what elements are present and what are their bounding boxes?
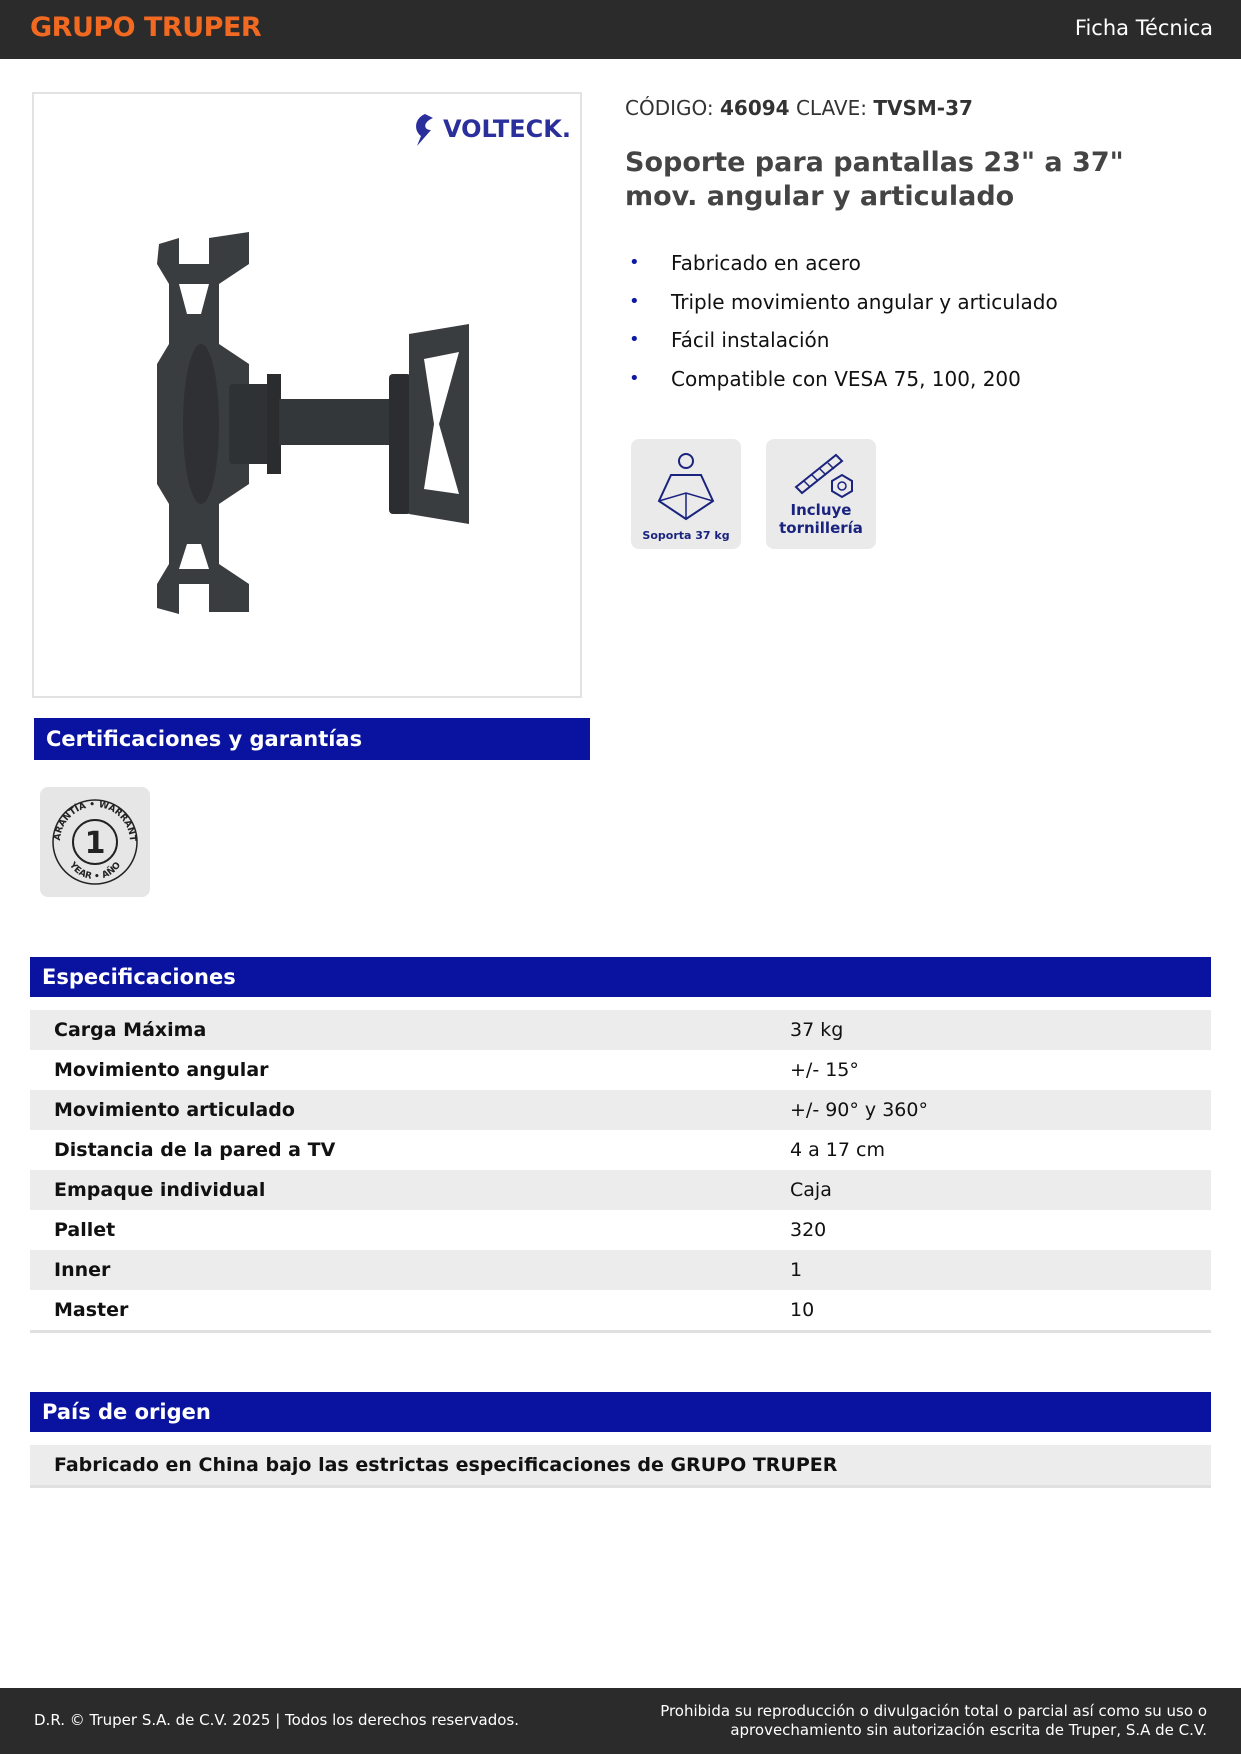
wall-mount-bracket-image: [139, 224, 519, 624]
product-key: TVSM-37: [873, 96, 973, 120]
bullet-icon: •: [629, 252, 640, 273]
bullet-icon: •: [629, 290, 640, 312]
footer: [0, 1688, 1241, 1754]
key-label: CLAVE:: [795, 96, 867, 120]
origin-heading: País de origen: [30, 1392, 1211, 1432]
volteck-logo: [411, 108, 571, 148]
product-code-line: [625, 96, 973, 120]
badge-label: Soporta 37 kg: [642, 529, 730, 542]
svg-text:1: 1: [84, 826, 106, 861]
includes-hardware-badge: [766, 439, 876, 549]
brand-logo: GRUPO TRUPER: [30, 12, 262, 43]
certifications-heading: Certificaciones y garantías: [34, 718, 590, 760]
table-row: Empaque individual Caja: [30, 1170, 1211, 1210]
document-type: Ficha Técnica: [1074, 16, 1213, 40]
origin-text: Fabricado en China bajo las estrictas especificaciones de GRUPO TRUPER: [30, 1445, 1211, 1488]
svg-text:GARANTÍA • WARRANTY: ARANTÍA • WARRANT: [52, 799, 138, 842]
table-row: Inner 1: [30, 1250, 1211, 1290]
header-bar: [0, 0, 1241, 59]
product-code: 46094: [720, 96, 790, 120]
feature-item: • Fácil instalación: [625, 324, 1058, 363]
table-row: Movimiento angular +/- 15°: [54, 1059, 859, 1081]
svg-text:YEAR • AÑO: YEAR • AÑO: [67, 860, 124, 883]
svg-text:VOLTECK.: VOLTECK.: [443, 115, 571, 143]
table-row: Carga Máxima 37 kg: [30, 1010, 1211, 1050]
badge-label: Incluye tornillería: [779, 501, 863, 537]
table-row: Master 10: [30, 1290, 1211, 1332]
feature-list: [625, 247, 1058, 401]
code-label: CÓDIGO:: [625, 96, 714, 120]
feature-item: • Compatible con VESA 75, 100, 200: [625, 363, 1058, 402]
specifications-table: [30, 1010, 1211, 1333]
copyright-text: D.R. © Truper S.A. de C.V. 2025 | Todos los derechos reservados.: [34, 1711, 519, 1729]
table-row: Pallet 320: [54, 1219, 827, 1241]
table-row: Movimiento articulado +/- 90° y 360°: [30, 1090, 1211, 1130]
table-row: Distancia de la pared a TV 4 a 17 cm: [54, 1139, 885, 1161]
warranty-badge: [40, 787, 150, 897]
feature-item: • Fabricado en acero: [625, 247, 1058, 286]
specifications-heading: Especificaciones: [30, 957, 1211, 997]
bullet-icon: •: [629, 367, 640, 389]
bullet-icon: •: [629, 329, 640, 350]
legal-notice: Prohibida su reproducción o divulgación total o parcial así como su uso o aprovechamiento sin autorización escrita de Truper, S.A de C.V.: [660, 1702, 1207, 1739]
load-capacity-badge: [631, 439, 741, 549]
product-image-frame: [32, 92, 582, 698]
product-title: Soporte para pantallas 23" a 37" mov. angular y articulado: [625, 147, 1124, 212]
warranty-seal-icon: [40, 787, 150, 897]
feature-item: • Triple movimiento angular y articulado: [625, 286, 1058, 325]
